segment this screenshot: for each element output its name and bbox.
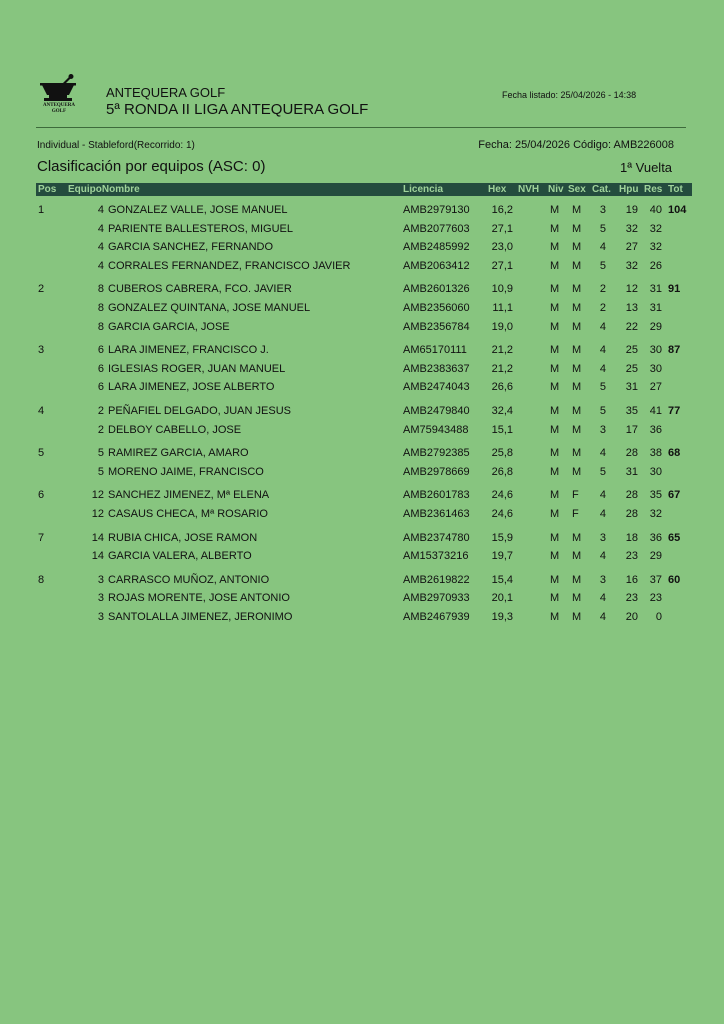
name-cell: GONZALEZ VALLE, JOSE MANUEL	[108, 204, 288, 216]
col-pos: Pos	[38, 184, 57, 195]
hex-cell: 21,2	[491, 362, 513, 375]
pos-cell: 5	[38, 447, 45, 460]
sex-cell: M	[572, 320, 582, 333]
club-name: ANTEQUERA GOLF	[106, 85, 226, 100]
license-cell: AMB2383637	[403, 362, 470, 375]
team-cell: 4	[97, 204, 104, 216]
license-cell: AM65170111	[403, 344, 467, 357]
table-row	[0, 402, 724, 420]
name-cell: LARA JIMENEZ, JOSE ALBERTO	[108, 381, 275, 394]
hpu-cell: 28	[625, 447, 638, 460]
team-cell: 3	[97, 611, 104, 623]
page-title: 5ª RONDA II LIGA ANTEQUERA GOLF	[106, 101, 369, 118]
niv-cell: M	[550, 531, 560, 544]
hex-cell: 27,1	[491, 222, 513, 235]
hex-cell: 27,1	[491, 259, 513, 272]
table-row	[0, 280, 724, 298]
niv-cell: M	[550, 489, 560, 502]
license-cell: AMB2485992	[403, 241, 470, 254]
name-cell: CORRALES FERNANDEZ, FRANCISCO JAVIER	[108, 259, 351, 272]
col-tot: Tot	[668, 184, 683, 195]
license-cell: AMB2063412	[403, 259, 470, 272]
table-row	[0, 589, 724, 607]
round-label: 1ª Vuelta	[620, 160, 673, 175]
table-row	[0, 529, 724, 547]
name-cell: ROJAS MORENTE, JOSE ANTONIO	[108, 592, 290, 605]
name-cell: CUBEROS CABRERA, FCO. JAVIER	[108, 283, 292, 296]
res-cell: 41	[649, 405, 662, 417]
res-cell: 32	[649, 241, 662, 254]
hpu-cell: 18	[625, 531, 638, 544]
hpu-cell: 32	[625, 259, 638, 272]
table-row	[0, 571, 724, 589]
license-cell: AMB2979130	[403, 204, 470, 216]
hpu-cell: 23	[625, 592, 638, 605]
license-cell: AMB2619822	[403, 573, 470, 586]
hpu-cell: 12	[625, 283, 638, 296]
col-hex: Hex	[488, 184, 507, 195]
sex-cell: F	[572, 489, 579, 502]
col-res: Res	[644, 184, 663, 195]
cat-cell: 3	[599, 423, 606, 436]
team-cell: 5	[97, 465, 104, 478]
col-cat: Cat.	[592, 184, 611, 195]
name-cell: IGLESIAS ROGER, JUAN MANUEL	[108, 362, 286, 375]
table-row	[0, 238, 724, 256]
res-cell: 32	[649, 508, 662, 520]
tot-cell: 104	[668, 204, 687, 216]
hpu-cell: 27	[625, 241, 638, 254]
table-row	[0, 360, 724, 378]
table-row	[0, 378, 724, 396]
license-cell: AMB2077603	[403, 222, 470, 235]
license-cell: AM75943488	[403, 423, 469, 436]
team-cell: 8	[97, 302, 104, 314]
name-cell: SANTOLALLA JIMENEZ, JERONIMO	[108, 611, 293, 623]
cat-cell: 3	[599, 573, 606, 586]
cat-cell: 5	[599, 222, 606, 235]
sex-cell: M	[572, 423, 582, 436]
hex-cell: 21,2	[491, 344, 513, 357]
pos-cell: 8	[38, 573, 45, 586]
license-cell: AMB2792385	[403, 447, 470, 460]
table-row	[0, 421, 724, 439]
hex-cell: 26,6	[491, 381, 513, 394]
cat-cell: 5	[599, 381, 606, 394]
hex-cell: 19,7	[491, 550, 513, 563]
sex-cell: M	[572, 241, 582, 254]
table-row	[0, 257, 724, 275]
hex-cell: 10,9	[491, 283, 513, 296]
table-row	[0, 341, 724, 359]
license-cell: AMB2970933	[403, 592, 470, 605]
hpu-cell: 28	[625, 508, 638, 520]
tot-cell: 68	[668, 447, 681, 460]
col-nvh: NVH	[518, 184, 540, 195]
res-cell: 36	[649, 531, 662, 544]
pos-cell: 7	[38, 531, 45, 544]
name-cell: PEÑAFIEL DELGADO, JUAN JESUS	[108, 405, 291, 417]
team-cell: 4	[97, 241, 104, 254]
table-row	[0, 547, 724, 565]
res-cell: 26	[649, 259, 662, 272]
pos-cell: 2	[38, 283, 45, 296]
license-cell: AMB2467939	[403, 611, 470, 623]
hex-cell: 24,6	[491, 489, 513, 502]
niv-cell: M	[550, 447, 560, 460]
niv-cell: M	[550, 423, 560, 436]
sex-cell: M	[572, 405, 582, 417]
niv-cell: M	[550, 465, 560, 478]
hex-cell: 26,8	[491, 465, 513, 478]
sex-cell: M	[572, 592, 582, 605]
cat-cell: 3	[599, 531, 606, 544]
sex-cell: M	[572, 611, 582, 623]
hpu-cell: 28	[625, 489, 638, 502]
report-subtitle: Clasificación por equipos (ASC: 0)	[37, 158, 266, 175]
license-cell: AMB2374780	[403, 531, 470, 544]
team-cell: 14	[91, 550, 104, 563]
cat-cell: 4	[599, 592, 606, 605]
hpu-cell: 13	[625, 302, 638, 314]
listing-date: Fecha listado: 25/04/2026 - 14:38	[502, 90, 637, 100]
pos-cell: 6	[38, 489, 45, 502]
cat-cell: 5	[599, 465, 606, 478]
res-cell: 23	[649, 592, 662, 605]
hpu-cell: 31	[625, 465, 638, 478]
tot-cell: 91	[668, 283, 681, 296]
hpu-cell: 17	[625, 423, 638, 436]
license-cell: AMB2361463	[403, 508, 470, 520]
hpu-cell: 35	[625, 405, 638, 417]
hex-cell: 32,4	[491, 405, 513, 417]
team-cell: 6	[97, 362, 104, 375]
col-sex: Sex	[568, 184, 586, 195]
hpu-cell: 20	[625, 611, 638, 623]
sex-cell: M	[572, 204, 582, 216]
license-cell: AMB2356060	[403, 302, 470, 314]
col-niv: Niv	[548, 184, 564, 195]
name-cell: PARIENTE BALLESTEROS, MIGUEL	[108, 222, 294, 235]
cat-cell: 4	[599, 508, 606, 520]
pos-cell: 4	[38, 405, 45, 417]
hex-cell: 20,1	[491, 592, 513, 605]
sex-cell: M	[572, 531, 582, 544]
license-cell: AM15373216	[403, 550, 469, 563]
sex-cell: M	[572, 302, 582, 314]
team-cell: 2	[97, 423, 104, 436]
hex-cell: 11,1	[492, 302, 513, 314]
tot-cell: 67	[668, 489, 681, 502]
table-row	[0, 505, 724, 523]
cat-cell: 2	[599, 283, 606, 296]
hpu-cell: 25	[625, 344, 638, 357]
team-cell: 5	[97, 447, 104, 460]
sex-cell: M	[572, 550, 582, 563]
table-row	[0, 444, 724, 462]
res-cell: 27	[649, 381, 662, 394]
sex-cell: M	[572, 259, 582, 272]
res-cell: 31	[649, 283, 662, 296]
cat-cell: 4	[599, 550, 606, 563]
name-cell: GONZALEZ QUINTANA, JOSE MANUEL	[108, 302, 311, 314]
res-cell: 35	[649, 489, 662, 502]
name-cell: GARCIA GARCIA, JOSE	[108, 320, 230, 333]
name-cell: MORENO JAIME, FRANCISCO	[108, 465, 264, 478]
license-cell: AMB2601326	[403, 283, 470, 296]
tot-cell: 65	[668, 531, 681, 544]
hex-cell: 24,6	[491, 508, 513, 520]
sex-cell: M	[572, 222, 582, 235]
cat-cell: 4	[599, 344, 606, 357]
res-cell: 30	[649, 344, 662, 357]
res-cell: 32	[649, 222, 662, 235]
team-cell: 3	[97, 592, 104, 605]
tot-cell: 87	[668, 344, 681, 357]
table-row	[0, 608, 724, 626]
hex-cell: 19,3	[491, 611, 513, 623]
team-cell: 6	[97, 381, 104, 394]
hex-cell: 25,8	[491, 447, 513, 460]
niv-cell: M	[550, 508, 560, 520]
name-cell: SANCHEZ JIMENEZ, Mª ELENA	[108, 489, 270, 502]
res-cell: 40	[649, 204, 662, 216]
res-cell: 36	[649, 423, 662, 436]
res-cell: 29	[649, 550, 662, 563]
pos-cell: 3	[38, 344, 45, 357]
team-cell: 4	[97, 222, 104, 235]
license-cell: AMB2479840	[403, 405, 470, 417]
niv-cell: M	[550, 302, 560, 314]
hpu-cell: 16	[625, 573, 638, 586]
niv-cell: M	[550, 344, 560, 357]
res-cell: 0	[655, 611, 662, 623]
cat-cell: 4	[599, 489, 606, 502]
hpu-cell: 19	[625, 204, 638, 216]
hpu-cell: 31	[625, 381, 638, 394]
sex-cell: M	[572, 283, 582, 296]
team-cell: 8	[97, 320, 104, 333]
team-cell: 8	[97, 283, 104, 296]
niv-cell: M	[550, 550, 560, 563]
table-row	[0, 463, 724, 481]
cat-cell: 4	[599, 447, 606, 460]
tot-cell: 77	[668, 405, 681, 417]
modality-text: Individual - Stableford(Recorrido: 1)	[37, 140, 195, 151]
niv-cell: M	[550, 405, 560, 417]
cat-cell: 4	[599, 362, 606, 375]
name-cell: GARCIA SANCHEZ, FERNANDO	[108, 241, 274, 254]
license-cell: AMB2601783	[403, 489, 470, 502]
cat-cell: 5	[599, 259, 606, 272]
res-cell: 30	[649, 362, 662, 375]
table-row	[0, 299, 724, 317]
cat-cell: 4	[599, 320, 606, 333]
hex-cell: 15,9	[491, 531, 513, 544]
res-cell: 30	[649, 465, 662, 478]
team-cell: 2	[97, 405, 104, 417]
col-equipo-nombre: EquipoNombre	[68, 184, 140, 195]
license-cell: AMB2978669	[403, 465, 470, 478]
pos-cell: 1	[38, 204, 45, 216]
name-cell: DELBOY CABELLO, JOSE	[108, 423, 242, 436]
sex-cell: M	[572, 344, 582, 357]
hpu-cell: 23	[625, 550, 638, 563]
name-cell: CASAUS CHECA, Mª ROSARIO	[108, 508, 268, 520]
logo-text: ANTEQUERA GOLF	[43, 103, 75, 114]
niv-cell: M	[550, 362, 560, 375]
license-cell: AMB2474043	[403, 381, 470, 394]
cat-cell: 4	[599, 241, 606, 254]
name-cell: LARA JIMENEZ, FRANCISCO J.	[108, 344, 269, 357]
niv-cell: M	[550, 573, 560, 586]
res-cell: 37	[649, 573, 662, 586]
name-cell: CARRASCO MUÑOZ, ANTONIO	[108, 573, 270, 586]
team-cell: 4	[97, 259, 104, 272]
hex-cell: 16,2	[491, 204, 513, 216]
hpu-cell: 22	[625, 320, 638, 333]
res-cell: 31	[649, 302, 662, 314]
hex-cell: 15,4	[491, 573, 513, 586]
niv-cell: M	[550, 611, 560, 623]
hpu-cell: 25	[625, 362, 638, 375]
res-cell: 29	[649, 320, 662, 333]
niv-cell: M	[550, 283, 560, 296]
team-cell: 12	[91, 508, 104, 520]
niv-cell: M	[550, 592, 560, 605]
sex-cell: F	[572, 508, 579, 520]
sex-cell: M	[572, 573, 582, 586]
niv-cell: M	[550, 222, 560, 235]
sex-cell: M	[572, 465, 582, 478]
res-cell: 38	[649, 447, 662, 460]
hex-cell: 23,0	[491, 241, 513, 254]
date-code-text: Fecha: 25/04/2026 Código: AMB226008	[478, 139, 674, 151]
name-cell: RAMIREZ GARCIA, AMARO	[108, 447, 249, 460]
niv-cell: M	[550, 241, 560, 254]
table-row	[0, 486, 724, 504]
sex-cell: M	[572, 362, 582, 375]
cat-cell: 3	[599, 204, 606, 216]
hpu-cell: 32	[625, 222, 638, 235]
hex-cell: 15,1	[491, 423, 513, 436]
table-row	[0, 318, 724, 336]
niv-cell: M	[550, 204, 560, 216]
cat-cell: 5	[599, 405, 606, 417]
col-licencia: Licencia	[403, 184, 444, 195]
name-cell: GARCIA VALERA, ALBERTO	[108, 550, 252, 563]
tot-cell: 60	[668, 573, 681, 586]
team-cell: 14	[91, 531, 104, 544]
cat-cell: 2	[599, 302, 606, 314]
sex-cell: M	[572, 447, 582, 460]
hex-cell: 19,0	[491, 320, 513, 333]
cat-cell: 4	[599, 611, 606, 623]
team-cell: 6	[97, 344, 104, 357]
niv-cell: M	[550, 381, 560, 394]
table-row	[0, 201, 724, 219]
team-cell: 3	[97, 573, 104, 586]
col-hpu: Hpu	[619, 184, 639, 195]
niv-cell: M	[550, 320, 560, 333]
license-cell: AMB2356784	[403, 320, 470, 333]
niv-cell: M	[550, 259, 560, 272]
table-row	[0, 220, 724, 238]
sex-cell: M	[572, 381, 582, 394]
name-cell: RUBIA CHICA, JOSE RAMON	[108, 531, 258, 544]
team-cell: 12	[91, 489, 104, 502]
